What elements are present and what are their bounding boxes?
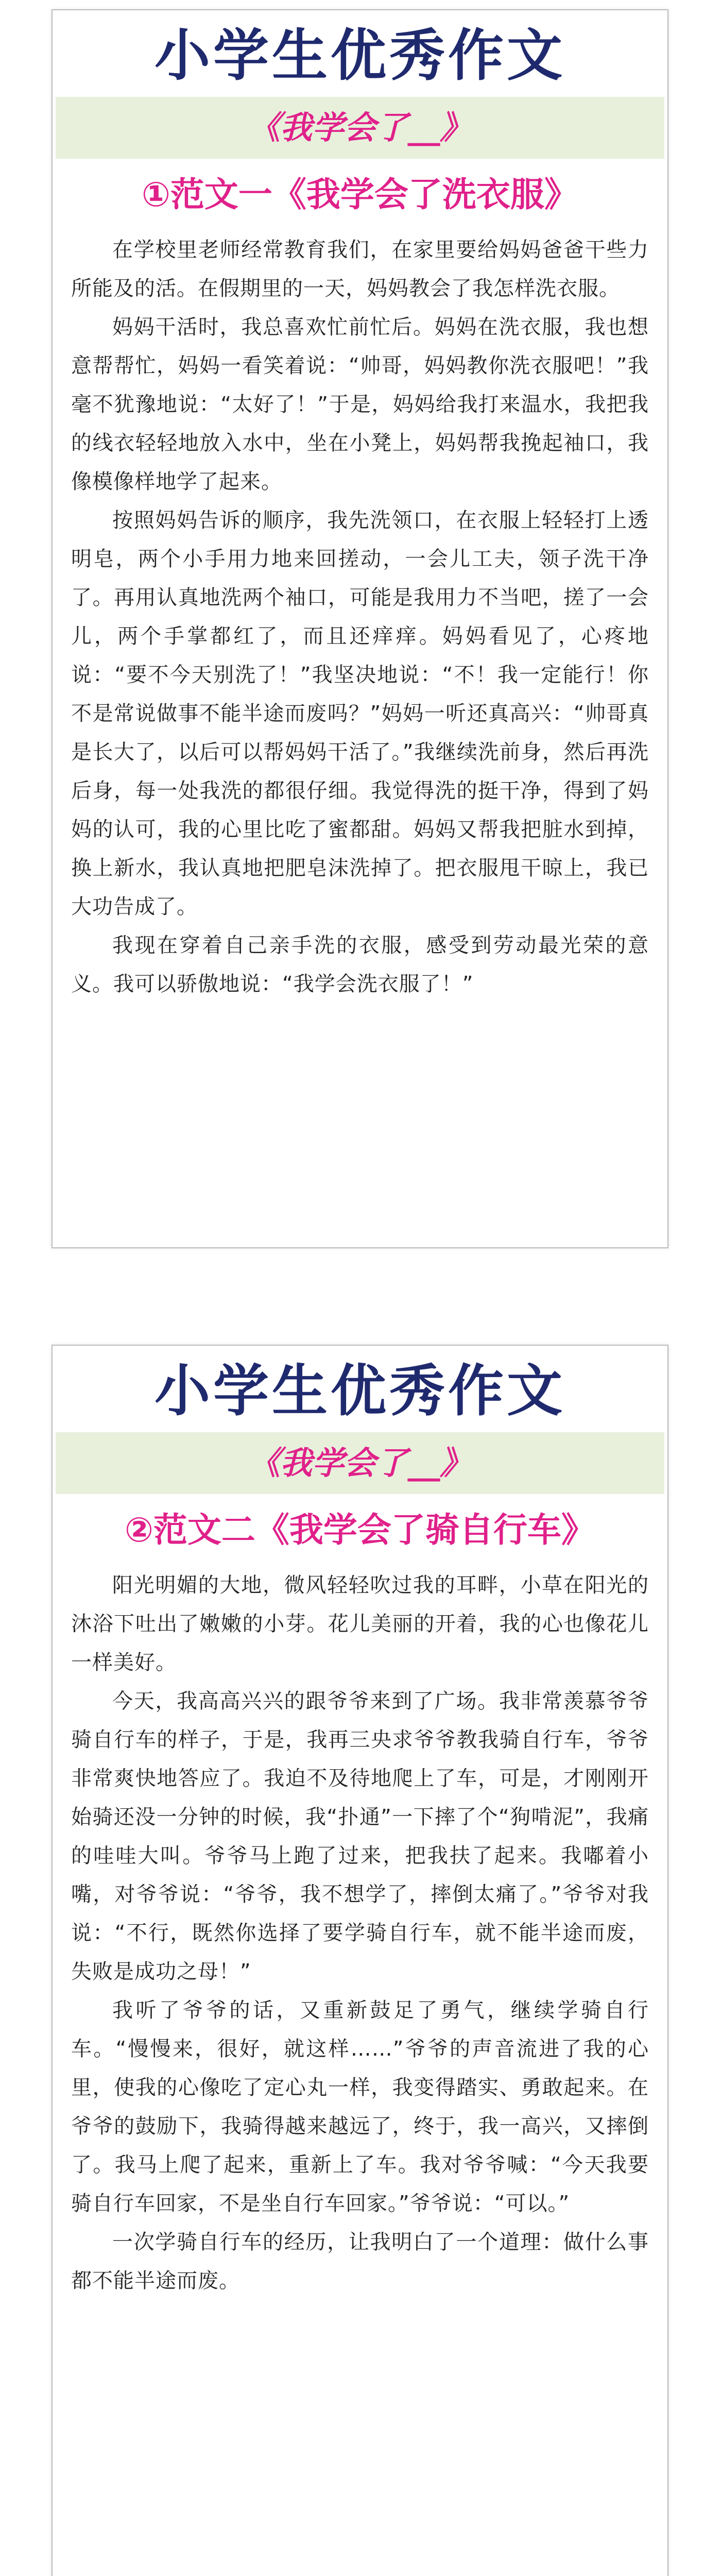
essay-paragraph: 我听了爷爷的话，又重新鼓足了勇气，继续学骑自行车。“慢慢来，很好，就这样……”爷爷的声音流进了我的心里，使我的心像吃了定心丸一样，我变得踏实、勇敢起来。在爷爷的鼓励下，我骑得越来越远了，终于，我一高兴，又摔倒了。我马上爬了起来，重新上了车。我对爷爷喊：“今天我要骑自行车回家，不是坐自行车回家。”爷爷说：“可以。” — [71, 1998, 649, 2215]
essay-paragraph: 我现在穿着自己亲手洗的衣服，感受到劳动最光荣的意义。我可以骄傲地说：“我学会洗衣服了！” — [71, 934, 649, 996]
essay-paragraph: 在学校里老师经常教育我们，在家里要给妈妈爸爸干些力所能及的活。在假期里的一天，妈妈教会了我怎样洗衣服。 — [71, 238, 649, 300]
essay-title: ①范文一《我学会了洗衣服》 — [142, 175, 578, 214]
essay-title: ②范文二《我学会了骑自行车》 — [125, 1510, 595, 1550]
essay-card-2 — [52, 1345, 668, 2576]
card-heading: 小学生优秀作文 — [154, 1359, 565, 1423]
essay-paragraph: 按照妈妈告诉的顺序，我先洗领口，在衣服上轻轻打上透明皂，两个小手用力地来回搓动，一会儿工夫，领子洗干净了。再用认真地洗两个袖口，可能是我用力不当吧，搓了一会儿，两个手掌都红了，而且还痒痒。妈妈看见了，心疼地说：“要不今天别洗了！”我坚决地说：“不！我一定能行！你不是常说做事不能半途而废吗？”妈妈一听还真高兴：“帅哥真是长大了，以后可以帮妈妈干活了。”我继续洗前身，然后再洗后身，每一处我洗的都很仔细。我觉得洗的挺干净，得到了妈妈的认可，我的心里比吃了蜜都甜。妈妈又帮我把脏水到掉，换上新水，我认真地把肥皂沫洗掉了。把衣服甩干晾上，我已大功告成了。 — [71, 509, 649, 919]
essay-paragraph: 今天，我高高兴兴的跟爷爷来到了广场。我非常羡慕爷爷骑自行车的样子，于是，我再三央求爷爷教我骑自行车，爷爷非常爽快地答应了。我迫不及待地爬上了车，可是，才刚刚开始骑还没一分钟的时候，我“扑通”一下摔了个“狗啃泥”，我痛的哇哇大叫。爷爷马上跑了过来，把我扶了起来。我嘟着小嘴，对爷爷说：“爷爷，我不想学了，摔倒太痛了。”爷爷对我说：“不行，既然你选择了要学骑自行车，就不能半途而废，失败是成功之母！” — [71, 1689, 649, 1984]
essay-paragraph: 一次学骑自行车的经历，让我明白了一个道理：做什么事都不能半途而废。 — [71, 2230, 649, 2293]
subtitle-banner: 《我学会了__》 — [56, 97, 664, 159]
essay-paragraph: 阳光明媚的大地，微风轻轻吹过我的耳畔，小草在阳光的沐浴下吐出了嫩嫩的小芽。花儿美丽的开着，我的心也像花儿一样美好。 — [71, 1573, 649, 1674]
essay-body — [53, 231, 667, 1004]
essay-body — [53, 1566, 667, 2300]
subtitle-banner: 《我学会了__》 — [56, 1432, 664, 1494]
essay-card-1 — [52, 9, 668, 1248]
card-heading: 小学生优秀作文 — [154, 23, 565, 88]
essay-paragraph: 妈妈干活时，我总喜欢忙前忙后。妈妈在洗衣服，我也想意帮帮忙，妈妈一看笑着说：“帅哥，妈妈教你洗衣服吧！”我毫不犹豫地说：“太好了！”于是，妈妈给我打来温水，我把我的线衣轻轻地放入水中，坐在小凳上，妈妈帮我挽起袖口，我像模像样地学了起来。 — [71, 315, 649, 494]
